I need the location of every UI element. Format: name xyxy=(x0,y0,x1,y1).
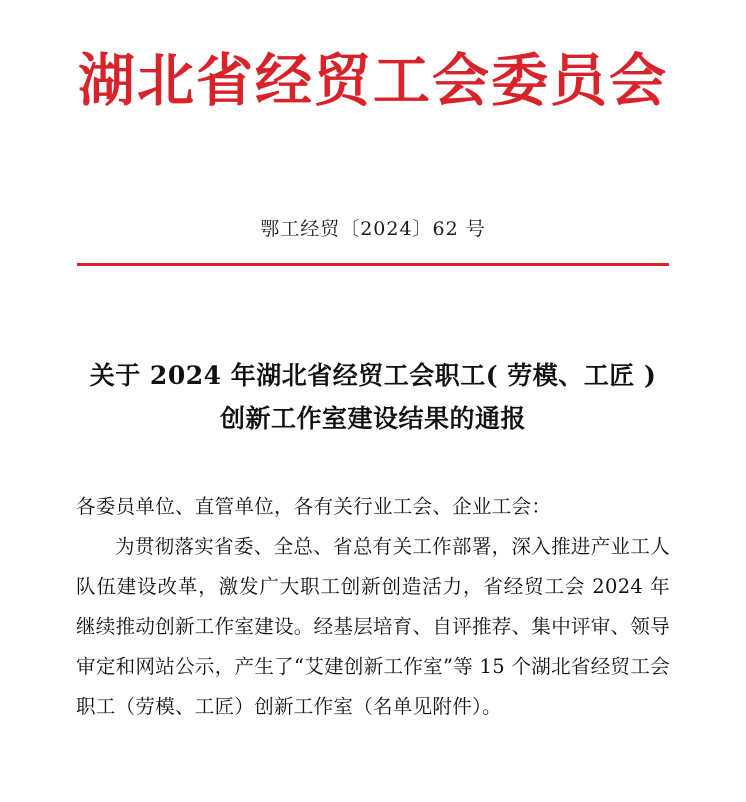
issuing-organization-title: 湖北省经贸工会委员会 xyxy=(78,47,668,114)
body-paragraph-1: 为贯彻落实省委、全总、省总有关工作部署，深入推进产业工人队伍建设改革，激发广大职工创新创造活力，省经贸工会 2024 年继续推动创新工作室建设。经基层培育、自评推荐、集中评审、领导审定和网站公示，产生了“艾建创新工作室”等 15 个湖北省经贸工会职工（劳模、工匠）创新工作室（名单见附件）。 xyxy=(76,535,671,718)
document-title xyxy=(73,354,673,442)
document-body xyxy=(76,487,670,727)
red-divider-rule xyxy=(77,263,669,266)
salutation-paragraph: 各委员单位、直管单位，各有关行业工会、企业工会： xyxy=(76,495,552,519)
document-title-line-2: 创新工作室建设结果的通报 xyxy=(219,404,526,434)
document-masthead xyxy=(0,0,746,114)
document-title-line-1: 关于 2024 年湖北省经贸工会职工( 劳模、工匠 ) xyxy=(89,360,657,390)
document-number: 鄂工经贸〔2024〕62 号 xyxy=(260,217,486,240)
